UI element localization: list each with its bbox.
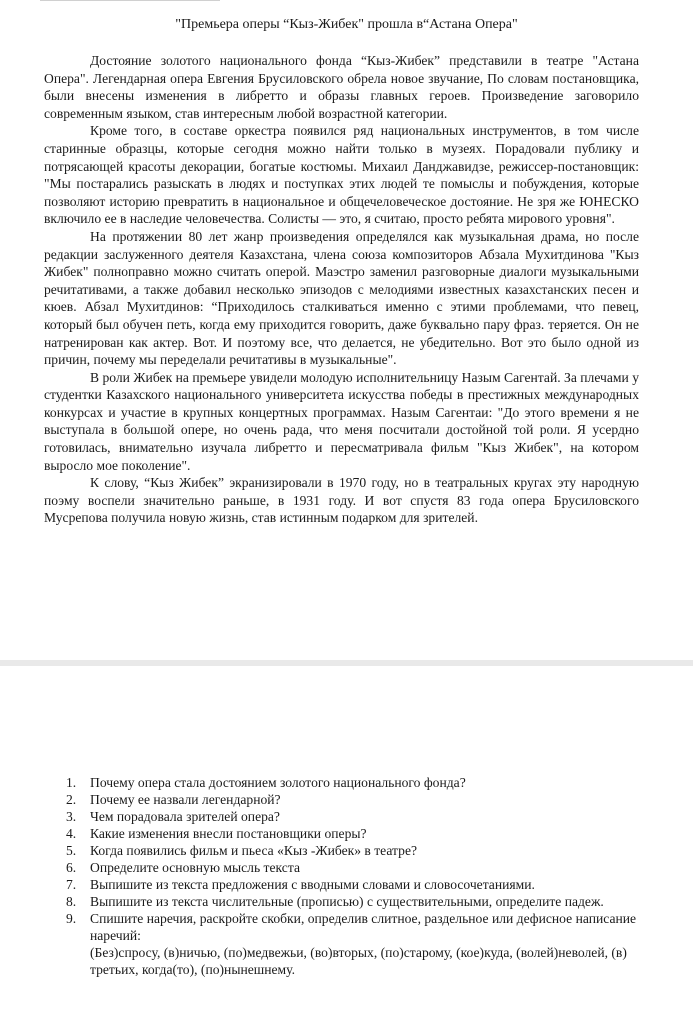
question-number: 9. [66,911,77,926]
article-paragraph-3: На протяжении 80 лет жанр произведения определялся как музыкальная драма, но после редакции заслуженного деятеля Казахстана, члена союза композиторов Абзала Мухитдинова "Кыз Жибек" полноправно можно считать оперой. Маэстро заменил разговорные диалоги музыкальными речитативами, а также добавил несколько эпизодов с мелодиями известных казахстанских песен и кюев. Абзал Мухитдинов: “Приходилось сталкиваться именно с этими проблемами, что певец, который был обучен петь, когда ему приходится говорить, даже буквально пару фраз. теряется. Он не натренирован как актер. Вот. И поэтому все, что делается, не убедительно. Вот это было одной из причин, почему мы переделали речитативы в музыкальные". [44,228,639,368]
question-text-block [90,910,640,978]
page-top-edge [40,0,220,4]
questions-list [44,774,640,978]
question-item [44,774,640,791]
question-number: 8. [66,894,77,909]
question-item [44,808,640,825]
question-number: 3. [66,809,77,824]
question-item [44,893,640,910]
question-text: Определите основную мысль текста [90,860,300,875]
article-body [44,52,639,527]
article-paragraph-1: Достояние золотого национального фонда “Кыз-Жибек” представили в театре "Астана Опера". Легендарная опера Евгения Брусиловского обрела новое звучание, По словам постановщика, были внесены изменения в либретто и образы главных героев. Произведение заговорило современным языком, став интересным любой возрастной категории. [44,53,639,121]
question-text: Спишите наречия, раскройте скобки, определив слитное, раздельное или дефисное написание наречий: [90,911,637,943]
adverb-examples: (Без)спросу, (в)ничью, (по)медвежьи, (во)вторых, (по)старому, (кое)куда, (волей)неволей, (в) третьих, когда(то), (по)нынешнему. [90,945,627,977]
question-text: Какие изменения внесли постановщики оперы? [90,826,367,841]
question-text: Выпишите из текста предложения с вводными словами и словосочетаниями. [90,877,535,892]
article-paragraph-5: К слову, “Кыз Жибек” экранизировали в 1970 году, но в театральных кругах эту народную поэму воспели значительно раньше, в 1931 году. И вот спустя 83 года опера Брусиловского Мусрепова получила новую жизнь, став истинным подарком для зрителей. [44,475,639,526]
article-paragraph-2: Кроме того, в составе оркестра появился ряд национальных инструментов, в том числе старинные образцы, которые сегодня можно найти только в музеях. Порадовали публику и потрясающей красоты декорации, богатые костюмы. Михаил Данджавидзе, режиссер-постановщик: "Мы постарались разыскать в людях и поступках этих людей те помыслы и побуждения, которые позволяют историю превратить в национальное и общечеловеческое достояние. Не зря же ЮНЕСКО включило ее в наследие человечества. Солисты — это, я считаю, просто ребята мирового уровня". [44,123,639,227]
question-item [44,876,640,893]
question-number: 7. [66,877,77,892]
question-item [44,825,640,842]
question-number: 5. [66,843,77,858]
question-number: 4. [66,826,77,841]
question-item [44,910,640,978]
question-text: Почему опера стала достоянием золотого национального фонда? [90,775,466,790]
question-text: Когда появились фильм и пьеса «Кыз -Жибек» в театре? [90,843,418,858]
question-text: Чем порадовала зрителей опера? [90,809,280,824]
questions-page [0,666,693,1022]
question-number: 1. [66,775,77,790]
question-number: 2. [66,792,77,807]
article-title: "Премьера оперы “Кыз-Жибек" прошла в“Астана Опера" [175,17,518,32]
question-item [44,859,640,876]
question-text: Выпишите из текста числительные (прописью) с существительными, определите падеж. [90,894,604,909]
question-item [44,791,640,808]
article-paragraph-4: В роли Жибек на премьере увидели молодую исполнительницу Назым Сагентай. За плечами у студентки Казахского национального университета искусства победы в престижных международных конкурсах и участие в крупных концертных программах. Назым Сагентаи: "До этого времени я не выступала в большой опере, но очень рада, что меня посчитали достойной той роли. Я усердно готовилась, внимательно изучала либретто и пересматривала фильм "Кыз Жибек", на котором выросло мое поколение". [44,369,639,473]
question-item [44,842,640,859]
question-text: Почему ее назвали легендарной? [90,792,281,807]
question-number: 6. [66,860,77,875]
